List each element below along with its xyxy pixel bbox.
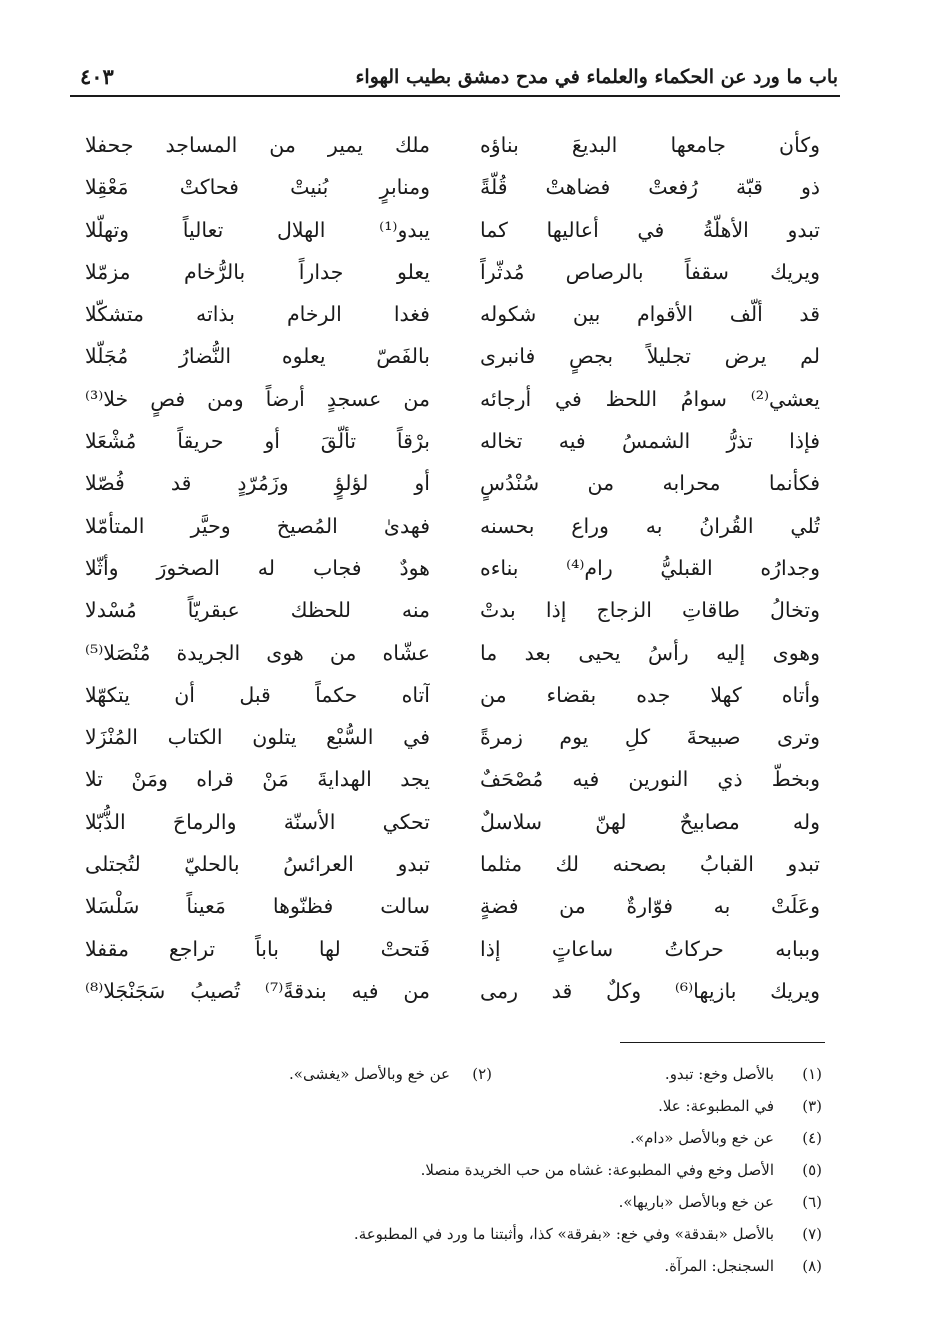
verse-first-hemistich: وبخطّ ذي النورين فيه مُصْحَفٌ [480, 767, 820, 792]
footnote-text: الأصل وخع وفي المطبوعة: غشاه من حب الخريدة منصلا. [420, 1161, 774, 1179]
footnote-text: عن خع وبالأصل «يغشى». [289, 1065, 450, 1083]
footnote [102, 1250, 822, 1282]
verse-second-hemistich: يبدو⁽¹⁾ الهلال تعالياً وتهلّلا [85, 217, 430, 242]
verse [60, 378, 830, 420]
footnotes [102, 1058, 822, 1282]
footnote-text: في المطبوعة: علا. [658, 1097, 774, 1115]
footnote-number: (٣) [802, 1097, 822, 1115]
verse-first-hemistich: وأتاه كهلا جده بقضاء من [480, 682, 820, 707]
footnote-number: (٨) [802, 1257, 822, 1275]
verse-second-hemistich: فغدا الرخام بذاته متشكّلا [85, 302, 430, 327]
verse-first-hemistich: تُلي القُرانُ به وراع بحسنه [480, 513, 820, 538]
verse [60, 547, 830, 589]
verse [60, 166, 830, 208]
verse-first-hemistich: قد ألّف الأقوام بين شكوله [480, 302, 820, 327]
verse-second-hemistich: برْقاً تألّقَ أو حريقاً مُشْعَلا [85, 429, 430, 454]
footnote-text: عن خع وبالأصل «دام». [630, 1129, 774, 1147]
verse [60, 632, 830, 674]
verse-second-hemistich: سالت فظنّوها مَعيناً سَلْسَلا [85, 894, 430, 919]
verse [60, 716, 830, 758]
footnote [102, 1186, 822, 1218]
verse-second-hemistich: فهدىٰ المُصيخ وحيَّر المتأمّلا [85, 513, 430, 538]
verse [60, 758, 830, 800]
verse-second-hemistich: آتاه حكماً قبل أن يتكهّلا [85, 682, 430, 707]
verse-second-hemistich: منه للحظك عبقريّاً مُسْدلا [85, 598, 430, 623]
verse-first-hemistich: ذو قبّة رُفعتْ فضاهتْ قُلّةً [480, 175, 820, 200]
verse-first-hemistich: ويريك بازيها⁽⁶⁾ وكلٌ قد رمى [480, 978, 820, 1003]
verse-second-hemistich: يجد الهدايةَ مَنْ قراه ومَنْ تلا [85, 767, 430, 792]
verse-second-hemistich: بالفَصّ يعلوه النُّضارُ مُجَلّلا [85, 344, 430, 369]
verse-first-hemistich: ويريك سقفاً بالرصاص مُدثّراً [480, 259, 820, 284]
verse-second-hemistich: يعلو جداراً بالرُّخام مزمّلا [85, 259, 430, 284]
footnote [102, 1090, 822, 1122]
footnote-number: (١) [802, 1065, 822, 1083]
footnote-text: عن خع وبالأصل «باريها». [618, 1193, 774, 1211]
verse [60, 589, 830, 631]
verse-first-hemistich: وهوى إليه رأسُ يحيى بعد ما [480, 640, 820, 665]
verse-first-hemistich: وتخالُ طاقاتِ الزجاج إذا بدتْ [480, 598, 820, 623]
footnote-number: (٢) [472, 1065, 492, 1083]
verse-first-hemistich: وله مصابيحٌ لهنّ سلاسلٌ [480, 809, 820, 834]
footnote-divider [620, 1042, 825, 1043]
verse-second-hemistich: ومنابرٍ بُنيتْ فحاكتْ مَعْقِلا [85, 175, 430, 200]
footnote [102, 1122, 822, 1154]
footnote-number: (٥) [802, 1161, 822, 1179]
verse-second-hemistich: هودٌ فجاب له الصخورَ وأثّلا [85, 555, 430, 580]
footnote-text: بالأصل وخع: تبدو. [664, 1065, 774, 1083]
poem [60, 124, 830, 1012]
footnote [102, 1218, 822, 1250]
verse-first-hemistich: لم يرض تجليلاً بجصٍ فانبرى [480, 344, 820, 369]
verse-second-hemistich: تحكي الأسنّة والرماحَ الذُّبّلا [85, 809, 430, 834]
footnote-text: بالأصل «بقدقة» وفي خع: «بفرقة» كذا، وأثبتنا ما ورد في المطبوعة. [353, 1225, 774, 1243]
footnote [102, 1154, 822, 1186]
verse [60, 462, 830, 504]
verse-first-hemistich: تبدو القبابُ بصحنه لك مثلما [480, 852, 820, 877]
verse-first-hemistich: يعشي⁽²⁾ سوامُ اللحظ في أرجائه [480, 386, 820, 411]
footnote-text: السجنجل: المرآة. [664, 1257, 774, 1275]
verse [60, 801, 830, 843]
verse-first-hemistich: وكأن جامعها البديعَ بناؤه [480, 133, 820, 157]
verse [60, 124, 830, 166]
verse-first-hemistich: وجدارُه القبليُّ رام⁽⁴⁾ بناءه [480, 555, 820, 580]
verse-first-hemistich: وعَلَتْ به فوّارةٌ من فضةٍ [480, 894, 820, 919]
verse [60, 420, 830, 462]
verse-second-hemistich: ملك يمير من المساجد جحفلا [85, 133, 430, 157]
verse [60, 293, 830, 335]
verse [60, 251, 830, 293]
verse-first-hemistich: وترى صبيحةَ كلِ يوم زمرةً [480, 725, 820, 750]
verse-second-hemistich: تبدو العرائسُ بالحليّ لتُجتلى [85, 852, 430, 877]
verse-second-hemistich: في السُّبْع يتلون الكتاب المُنْزَلا [85, 725, 430, 750]
verse [60, 335, 830, 377]
footnote [102, 1058, 822, 1090]
page-number: ٤٠٣ [80, 64, 114, 89]
page-header [80, 60, 838, 96]
footnote-number: (٦) [802, 1193, 822, 1211]
verse [60, 674, 830, 716]
verse [60, 505, 830, 547]
verse-first-hemistich: تبدو الأهلّةُ في أعاليها كما [480, 217, 820, 242]
verse-first-hemistich: فإذا تذرُّ الشمسُ فيه تخاله [480, 429, 820, 454]
verse [60, 843, 830, 885]
verse [60, 928, 830, 970]
verse-first-hemistich: وببابه حركاتُ ساعاتٍ إذا [480, 936, 820, 961]
verse [60, 970, 830, 1012]
verse [60, 885, 830, 927]
footnote-number: (٤) [802, 1129, 822, 1147]
header-divider [70, 95, 840, 97]
verse-second-hemistich: عشّاه من هوى الجريدة مُنْصَلا⁽⁵⁾ [85, 640, 430, 665]
verse-second-hemistich: من عسجدٍ أرضاً ومن فصٍ خلا⁽³⁾ [85, 386, 430, 411]
verse-second-hemistich: من فيه بندقةً⁽⁷⁾ تُصيبُ سَجَنْجَلا⁽⁸⁾ [85, 978, 430, 1003]
running-title: باب ما ورد عن الحكماء والعلماء في مدح دمشق بطيب الهواء [355, 66, 838, 88]
footnote-number: (٧) [802, 1225, 822, 1243]
verse [60, 209, 830, 251]
verse-second-hemistich: أو لؤلؤٍ وزَمُرّدٍ قد فُصّلا [85, 471, 430, 496]
verse-second-hemistich: فَتحتْ لها باباً تراجع مقفلا [85, 936, 430, 961]
verse-first-hemistich: فكأنما محرابه من سُنْدُسٍ [480, 471, 820, 496]
